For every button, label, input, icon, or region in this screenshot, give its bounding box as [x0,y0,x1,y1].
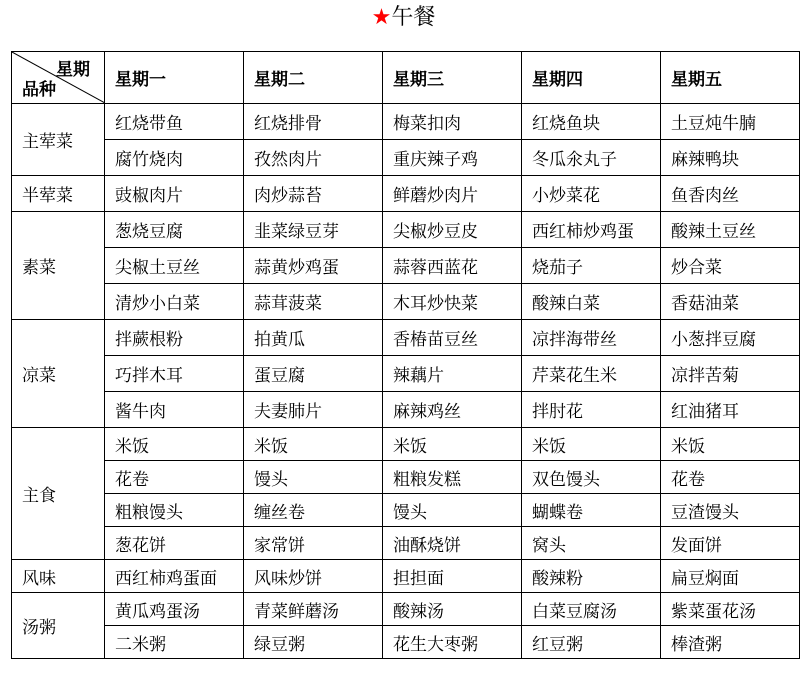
dish-cell: 红豆粥 [522,626,661,659]
dish-cell: 凉拌苦菊 [661,356,800,392]
day-header: 星期三 [383,52,522,104]
dish-cell: 蛋豆腐 [244,356,383,392]
dish-cell: 夫妻肺片 [244,392,383,428]
dish-cell: 麻辣鸡丝 [383,392,522,428]
dish-cell: 韭菜绿豆芽 [244,212,383,248]
category-cell: 主荤菜 [12,104,105,176]
dish-cell: 红烧带鱼 [105,104,244,140]
dish-cell: 葱烧豆腐 [105,212,244,248]
dish-cell: 紫菜蛋花汤 [661,593,800,626]
dish-cell: 肉炒蒜苔 [244,176,383,212]
dish-cell: 扁豆焖面 [661,560,800,593]
table-row [12,284,800,320]
table-row [12,104,800,140]
dish-cell: 梅菜扣肉 [383,104,522,140]
dish-cell: 香菇油菜 [661,284,800,320]
corner-label-category: 品种 [22,80,56,100]
table-row [12,248,800,284]
dish-cell: 绿豆粥 [244,626,383,659]
table-row [12,461,800,494]
table-row [12,428,800,461]
dish-cell: 尖椒土豆丝 [105,248,244,284]
dish-cell: 冬瓜氽丸子 [522,140,661,176]
dish-cell: 米饭 [244,428,383,461]
dish-cell: 青菜鲜蘑汤 [244,593,383,626]
dish-cell: 烧茄子 [522,248,661,284]
dish-cell: 白菜豆腐汤 [522,593,661,626]
dish-cell: 拌蕨根粉 [105,320,244,356]
dish-cell: 双色馒头 [522,461,661,494]
category-cell: 风味 [12,560,105,593]
dish-cell: 花生大枣粥 [383,626,522,659]
category-cell: 半荤菜 [12,176,105,212]
table-row [12,494,800,527]
day-header: 星期五 [661,52,800,104]
table-row [12,527,800,560]
table-row [12,626,800,659]
dish-cell: 酸辣白菜 [522,284,661,320]
dish-cell: 蒜茸菠菜 [244,284,383,320]
title-text: 午餐 [391,5,436,30]
dish-cell: 馒头 [244,461,383,494]
dish-cell: 拍黄瓜 [244,320,383,356]
dish-cell: 豉椒肉片 [105,176,244,212]
dish-cell: 米饭 [383,428,522,461]
dish-cell: 鱼香肉丝 [661,176,800,212]
dish-cell: 二米粥 [105,626,244,659]
dish-cell: 鲜蘑炒肉片 [383,176,522,212]
dish-cell: 酸辣汤 [383,593,522,626]
dish-cell: 粗粮发糕 [383,461,522,494]
category-cell: 汤粥 [12,593,105,659]
dish-cell: 蒜蓉西蓝花 [383,248,522,284]
dish-cell: 葱花饼 [105,527,244,560]
dish-cell: 花卷 [661,461,800,494]
table-row [12,320,800,356]
dish-cell: 窝头 [522,527,661,560]
day-header: 星期四 [522,52,661,104]
dish-cell: 香椿苗豆丝 [383,320,522,356]
day-header: 星期二 [244,52,383,104]
dish-cell: 小葱拌豆腐 [661,320,800,356]
dish-cell: 风味炒饼 [244,560,383,593]
table-row [12,140,800,176]
dish-cell: 重庆辣子鸡 [383,140,522,176]
dish-cell: 酸辣土豆丝 [661,212,800,248]
dish-cell: 粗粮馒头 [105,494,244,527]
dish-cell: 孜然肉片 [244,140,383,176]
dish-cell: 拌肘花 [522,392,661,428]
page-title [0,4,807,32]
dish-cell: 清炒小白菜 [105,284,244,320]
dish-cell: 豆渣馒头 [661,494,800,527]
dish-cell: 油酥烧饼 [383,527,522,560]
category-cell: 素菜 [12,212,105,320]
table-row [12,176,800,212]
dish-cell: 花卷 [105,461,244,494]
dish-cell: 尖椒炒豆皮 [383,212,522,248]
dish-cell: 芹菜花生米 [522,356,661,392]
dish-cell: 家常饼 [244,527,383,560]
category-cell: 凉菜 [12,320,105,428]
dish-cell: 木耳炒快菜 [383,284,522,320]
dish-cell: 土豆炖牛腩 [661,104,800,140]
dish-cell: 红烧鱼块 [522,104,661,140]
table-row [12,356,800,392]
dish-cell: 小炒菜花 [522,176,661,212]
corner-header-cell [12,52,105,104]
dish-cell: 西红柿鸡蛋面 [105,560,244,593]
day-header: 星期一 [105,52,244,104]
table-row [12,560,800,593]
dish-cell: 棒渣粥 [661,626,800,659]
dish-cell: 红油猪耳 [661,392,800,428]
table-row [12,212,800,248]
dish-cell: 腐竹烧肉 [105,140,244,176]
dish-cell: 黄瓜鸡蛋汤 [105,593,244,626]
dish-cell: 米饭 [661,428,800,461]
dish-cell: 酱牛肉 [105,392,244,428]
dish-cell: 米饭 [522,428,661,461]
dish-cell: 巧拌木耳 [105,356,244,392]
corner-label-weekday: 星期 [56,60,90,80]
dish-cell: 红烧排骨 [244,104,383,140]
dish-cell: 米饭 [105,428,244,461]
category-cell: 主食 [12,428,105,560]
lunch-menu-table [11,51,800,659]
dish-cell: 炒合菜 [661,248,800,284]
dish-cell: 发面饼 [661,527,800,560]
dish-cell: 麻辣鸭块 [661,140,800,176]
dish-cell: 缠丝卷 [244,494,383,527]
dish-cell: 酸辣粉 [522,560,661,593]
header-row [12,52,800,104]
dish-cell: 蝴蝶卷 [522,494,661,527]
dish-cell: 馒头 [383,494,522,527]
star-icon: ★ [371,5,392,30]
dish-cell: 蒜黄炒鸡蛋 [244,248,383,284]
table-row [12,392,800,428]
table-row [12,593,800,626]
dish-cell: 担担面 [383,560,522,593]
dish-cell: 西红柿炒鸡蛋 [522,212,661,248]
dish-cell: 辣藕片 [383,356,522,392]
dish-cell: 凉拌海带丝 [522,320,661,356]
